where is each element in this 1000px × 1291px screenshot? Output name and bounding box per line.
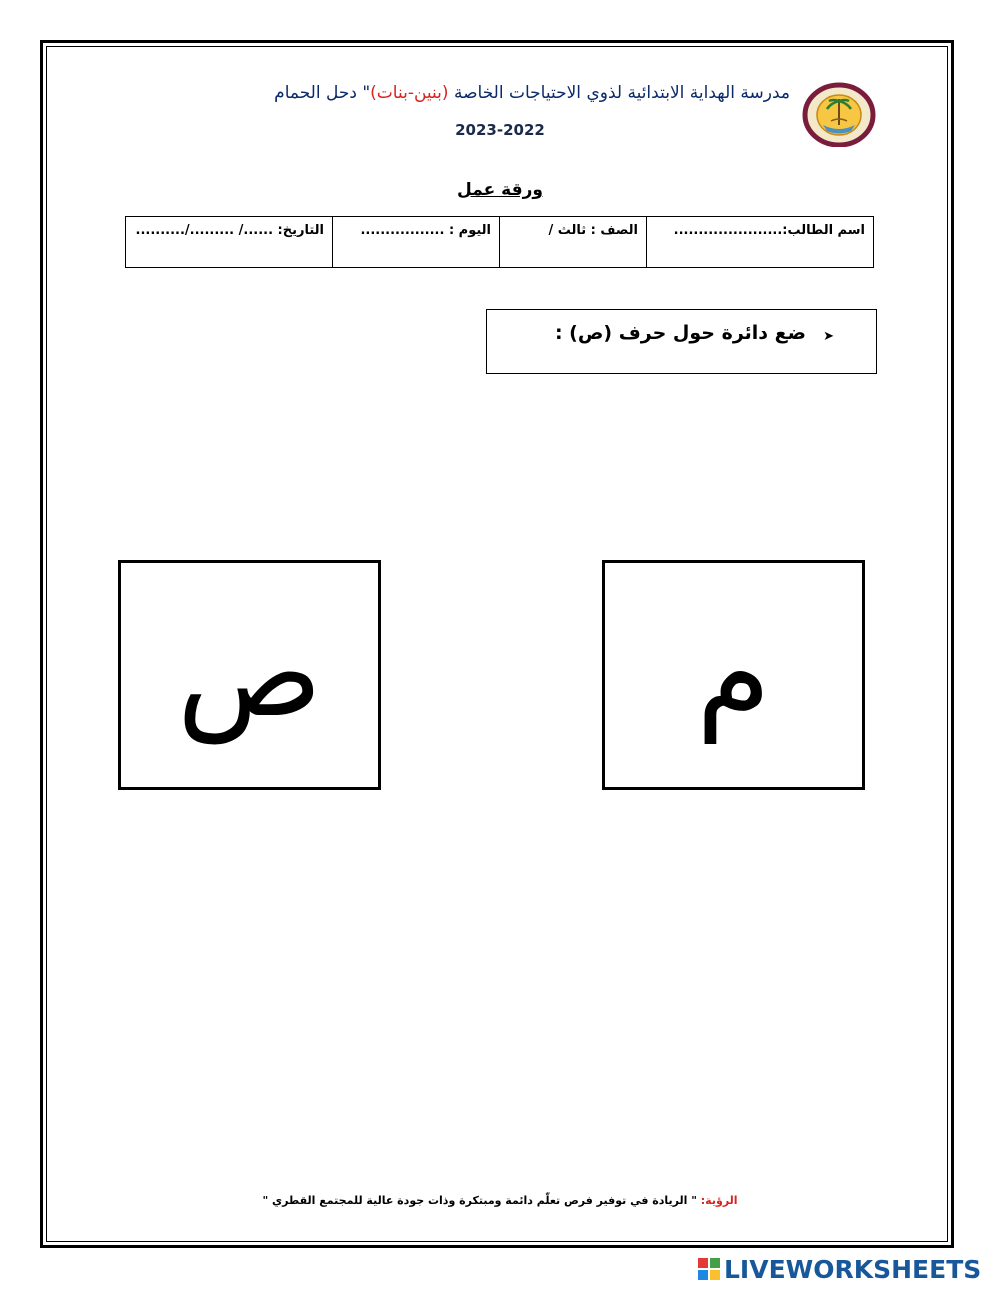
instruction-box [486, 309, 877, 374]
vision-label: الرؤية: [700, 1194, 738, 1207]
letter-card-sad[interactable] [118, 560, 381, 790]
letter-sad: ص [176, 605, 323, 744]
liveworksheets-logo-icon [698, 1258, 720, 1280]
arrow-bullet-icon: ➤ [823, 329, 834, 344]
qatar-ministry-logo-icon [801, 81, 877, 147]
student-info-table [125, 216, 874, 268]
school-location: " دحل الحمام [274, 83, 371, 103]
school-gender: (بنين-بنات) [370, 83, 449, 103]
vision-statement [180, 1194, 820, 1207]
student-name-field[interactable]: اسم الطالب:...................... [647, 217, 874, 268]
school-title [150, 83, 790, 103]
worksheet-title: ورقة عمل [457, 180, 543, 200]
academic-year: 2023-2022 [455, 121, 545, 139]
school-name: مدرسة الهداية الابتدائية لذوي الاحتياجات الخاصة [448, 83, 790, 103]
date-field[interactable]: التاريخ: ....../ ........./.......... [126, 217, 333, 268]
letter-meem: م [696, 605, 771, 744]
letter-card-meem[interactable] [602, 560, 865, 790]
vision-text: " الريادة في توفير فرص تعلّم دائمة ومبتكرة وذات جودة عالية للمجتمع القطري " [262, 1194, 701, 1207]
grade-field: الصف : ثالث / [500, 217, 647, 268]
brand-name: LIVEWORKSHEETS [724, 1254, 982, 1284]
liveworksheets-brand [698, 1255, 981, 1283]
day-field[interactable]: اليوم : ................. [333, 217, 500, 268]
instruction-text: ضع دائرة حول حرف (ص) : [554, 322, 806, 344]
